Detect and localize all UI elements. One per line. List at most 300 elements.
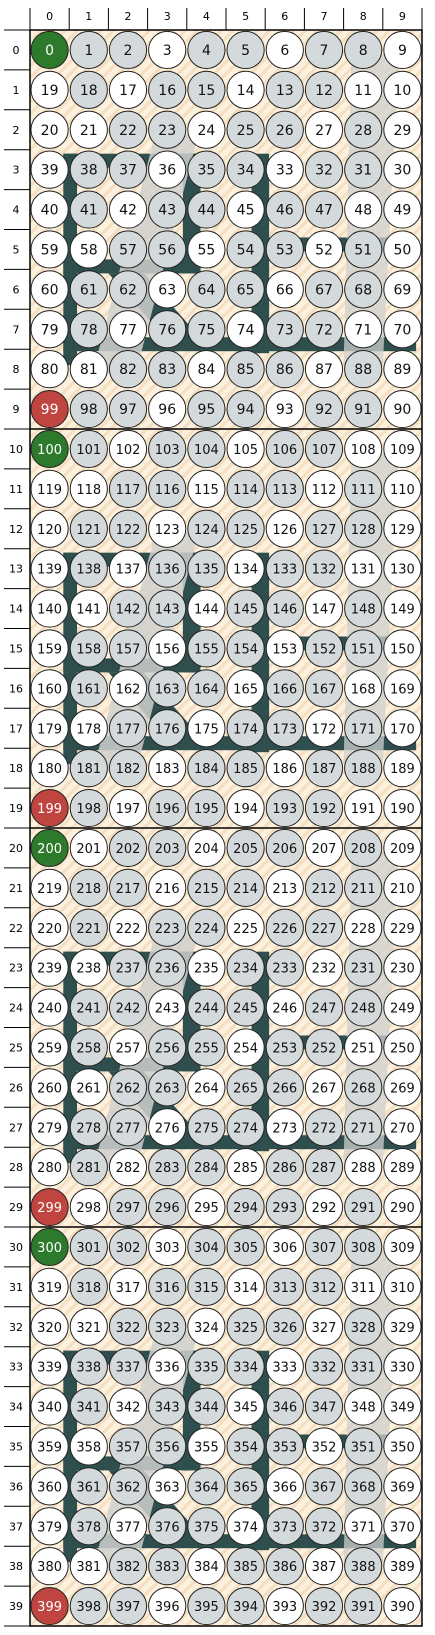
board-cell <box>345 470 382 507</box>
cell-number: 316 <box>154 1280 180 1296</box>
column-label: 0 <box>46 10 54 23</box>
cell-number: 364 <box>193 1480 219 1496</box>
board-cell <box>266 1149 303 1186</box>
board-cell <box>149 1508 186 1545</box>
board-cell <box>70 1029 107 1066</box>
cell-number: 338 <box>76 1360 102 1376</box>
row-label: 10 <box>9 442 23 456</box>
board-cell <box>31 1388 68 1425</box>
board-cell <box>227 590 264 627</box>
board-cell <box>149 351 186 388</box>
board-cell <box>384 1508 421 1545</box>
end-cell <box>31 1587 68 1624</box>
board-cell <box>345 670 382 707</box>
board-cell <box>305 750 342 787</box>
cell-number: 331 <box>350 1360 376 1376</box>
cell-number: 37 <box>119 162 137 179</box>
board-cell <box>70 390 107 427</box>
board-cell <box>345 869 382 906</box>
board-cell <box>384 1468 421 1505</box>
board-cell <box>109 1587 146 1624</box>
board-cell <box>227 1348 264 1385</box>
board-cell <box>188 31 225 68</box>
board-cell <box>31 1428 68 1465</box>
board-cell <box>109 1069 146 1106</box>
board-cell <box>70 710 107 747</box>
cell-number: 1 <box>84 42 94 59</box>
board-cell <box>70 829 107 866</box>
cell-number: 226 <box>272 921 298 937</box>
board-cell <box>70 670 107 707</box>
column-label: 1 <box>85 10 93 23</box>
board-cell <box>31 1268 68 1305</box>
cell-number: 6 <box>280 42 290 59</box>
board-cell <box>188 949 225 986</box>
board-cell <box>345 789 382 826</box>
board-cell <box>345 1587 382 1624</box>
board-cell <box>384 1149 421 1186</box>
board-cell <box>109 750 146 787</box>
cell-number: 61 <box>79 282 98 299</box>
cell-number: 255 <box>193 1041 219 1057</box>
board-cell <box>70 1468 107 1505</box>
board-cell <box>149 1149 186 1186</box>
board-cell <box>227 430 264 467</box>
cell-number: 11 <box>354 82 373 99</box>
board-cell <box>70 271 107 308</box>
board-cell <box>266 1548 303 1585</box>
cell-number: 323 <box>154 1320 180 1336</box>
board-cell <box>345 1428 382 1465</box>
board-cell <box>149 630 186 667</box>
cell-number: 362 <box>115 1480 141 1496</box>
cell-number: 186 <box>272 762 298 778</box>
cell-number: 374 <box>233 1520 259 1536</box>
cell-number: 163 <box>154 682 180 698</box>
board-cell <box>227 989 264 1026</box>
cell-number: 105 <box>233 442 259 458</box>
board-cell <box>305 191 342 228</box>
board-cell <box>384 111 421 148</box>
board-cell <box>227 949 264 986</box>
cell-number: 244 <box>193 1001 219 1017</box>
board-cell <box>109 1228 146 1265</box>
cell-number: 98 <box>79 402 98 419</box>
cell-number: 2 <box>123 42 133 59</box>
cell-number: 268 <box>350 1081 376 1097</box>
board-cell <box>31 510 68 547</box>
board-cell <box>227 111 264 148</box>
cell-number: 88 <box>354 362 373 379</box>
board-cell <box>305 1268 342 1305</box>
row-label: 28 <box>9 1161 23 1175</box>
cell-number: 109 <box>389 442 415 458</box>
cell-number: 293 <box>272 1201 298 1217</box>
cell-number: 241 <box>76 1001 102 1017</box>
board-cell <box>149 31 186 68</box>
cell-number: 336 <box>154 1360 180 1376</box>
cell-number: 53 <box>275 242 294 259</box>
cell-number: 185 <box>233 762 259 778</box>
row-label: 27 <box>9 1121 23 1135</box>
cell-number: 347 <box>311 1400 337 1416</box>
board-cell <box>384 31 421 68</box>
board-cell <box>305 71 342 108</box>
board-cell <box>188 351 225 388</box>
board-cell <box>305 430 342 467</box>
board-cell <box>149 829 186 866</box>
cell-number: 38 <box>79 162 98 179</box>
column-label: 6 <box>281 10 289 23</box>
cell-number: 142 <box>115 602 141 618</box>
cell-number: 76 <box>158 322 177 339</box>
board-cell <box>109 710 146 747</box>
board-cell <box>109 670 146 707</box>
board-cell <box>70 1228 107 1265</box>
cell-number: 296 <box>154 1201 180 1217</box>
board-cell <box>227 231 264 268</box>
start-cell <box>31 430 68 467</box>
board-cell <box>305 151 342 188</box>
row-label: 31 <box>9 1280 23 1294</box>
board-cell <box>305 470 342 507</box>
board-cell <box>305 1508 342 1545</box>
cell-number: 366 <box>272 1480 298 1496</box>
row-label: 5 <box>12 243 20 257</box>
board-cell <box>305 311 342 348</box>
cell-number: 90 <box>393 402 412 419</box>
cell-number: 215 <box>193 881 219 897</box>
cell-number: 377 <box>115 1520 141 1536</box>
board-cell <box>188 1428 225 1465</box>
cell-number: 197 <box>115 802 141 818</box>
board-cell <box>305 1188 342 1225</box>
cell-number: 56 <box>158 242 177 259</box>
board-cell <box>70 1149 107 1186</box>
board-cell <box>384 590 421 627</box>
cell-number: 225 <box>233 921 259 937</box>
board-cell <box>70 510 107 547</box>
row-label: 26 <box>9 1081 23 1095</box>
board-cell <box>384 750 421 787</box>
cell-number: 137 <box>115 562 141 578</box>
board-cell <box>345 630 382 667</box>
board-cell <box>188 909 225 946</box>
board-cell <box>384 710 421 747</box>
board-cell <box>384 1109 421 1146</box>
cell-number: 252 <box>311 1041 337 1057</box>
cell-number: 80 <box>40 362 59 379</box>
cell-number: 99 <box>40 402 59 419</box>
cell-number: 75 <box>197 322 216 339</box>
cell-number: 20 <box>40 122 59 139</box>
board-cell <box>109 470 146 507</box>
board-cell <box>149 550 186 587</box>
board-cell <box>31 151 68 188</box>
board-cell <box>31 71 68 108</box>
cell-number: 395 <box>193 1600 219 1616</box>
board-cell <box>109 390 146 427</box>
board-cell <box>227 869 264 906</box>
row-label: 17 <box>9 722 23 736</box>
row-label: 1 <box>12 83 20 97</box>
cell-number: 206 <box>272 841 298 857</box>
cell-number: 190 <box>389 802 415 818</box>
row-label: 24 <box>9 1001 23 1015</box>
cell-number: 211 <box>350 881 376 897</box>
row-label: 6 <box>12 283 20 297</box>
cell-number: 288 <box>350 1161 376 1177</box>
cell-number: 318 <box>76 1280 102 1296</box>
cell-number: 180 <box>37 762 63 778</box>
cell-number: 246 <box>272 1001 298 1017</box>
cell-number: 394 <box>233 1600 259 1616</box>
board-cell <box>70 1587 107 1624</box>
board-cell <box>109 630 146 667</box>
cell-number: 346 <box>272 1400 298 1416</box>
cell-number: 219 <box>37 881 63 897</box>
column-label: 3 <box>163 10 171 23</box>
board-cell <box>109 1388 146 1425</box>
board-cell <box>384 670 421 707</box>
board-cell <box>188 1188 225 1225</box>
cell-number: 207 <box>311 841 337 857</box>
cell-number: 13 <box>275 82 294 99</box>
board-cell <box>384 989 421 1026</box>
cell-number: 312 <box>311 1280 337 1296</box>
cell-number: 119 <box>37 482 63 498</box>
cell-number: 57 <box>119 242 137 259</box>
cell-number: 212 <box>311 881 337 897</box>
board-cell <box>266 750 303 787</box>
cell-number: 298 <box>76 1201 102 1217</box>
board-cell <box>31 590 68 627</box>
cell-number: 371 <box>350 1520 376 1536</box>
cell-number: 272 <box>311 1121 337 1137</box>
board-cell <box>31 550 68 587</box>
cell-number: 320 <box>37 1320 63 1336</box>
start-cell <box>31 829 68 866</box>
board-cell <box>305 1228 342 1265</box>
cell-number: 324 <box>193 1320 219 1336</box>
board-cell <box>227 1069 264 1106</box>
board-cell <box>384 351 421 388</box>
row-label: 4 <box>12 203 20 217</box>
cell-number: 107 <box>311 442 337 458</box>
board-cell <box>149 869 186 906</box>
cell-number: 216 <box>154 881 180 897</box>
board-cell <box>266 1428 303 1465</box>
board-cell <box>345 550 382 587</box>
cell-number: 162 <box>115 682 141 698</box>
cell-number: 361 <box>76 1480 102 1496</box>
board-cell <box>305 351 342 388</box>
cell-number: 351 <box>350 1440 376 1456</box>
board-cell <box>227 1308 264 1345</box>
board-cell <box>227 510 264 547</box>
board-cell <box>70 1188 107 1225</box>
board-cell <box>305 1029 342 1066</box>
board-cell <box>227 351 264 388</box>
board-cell <box>31 1348 68 1385</box>
board-cell <box>266 1268 303 1305</box>
cell-number: 195 <box>193 802 219 818</box>
board-cell <box>109 231 146 268</box>
cell-number: 131 <box>350 562 376 578</box>
cell-number: 91 <box>354 402 373 419</box>
column-label: 9 <box>398 10 406 23</box>
row-label: 35 <box>9 1440 23 1454</box>
cell-number: 192 <box>311 802 337 818</box>
cell-number: 89 <box>393 362 412 379</box>
board-cell <box>384 949 421 986</box>
board-cell <box>31 191 68 228</box>
board-cell <box>188 151 225 188</box>
board-cell <box>266 1508 303 1545</box>
cell-number: 308 <box>350 1240 376 1256</box>
cell-number: 92 <box>315 402 333 419</box>
board-cell <box>70 630 107 667</box>
board-cell <box>70 1428 107 1465</box>
cell-number: 315 <box>193 1280 219 1296</box>
board-cell <box>31 989 68 1026</box>
cell-number: 100 <box>37 442 63 458</box>
board-cell <box>109 191 146 228</box>
board-cell <box>70 590 107 627</box>
row-label: 39 <box>9 1600 23 1614</box>
board-cell <box>384 71 421 108</box>
board-cell <box>149 590 186 627</box>
cell-number: 138 <box>76 562 102 578</box>
board-cell <box>70 470 107 507</box>
cell-number: 170 <box>389 722 415 738</box>
board-cell <box>188 430 225 467</box>
board-cell <box>305 630 342 667</box>
cell-number: 345 <box>233 1400 259 1416</box>
cell-number: 77 <box>119 322 137 339</box>
board-cell <box>266 1308 303 1345</box>
board-cell <box>227 550 264 587</box>
board-cell <box>31 750 68 787</box>
board-cell <box>109 71 146 108</box>
board-cell <box>188 630 225 667</box>
board-cell <box>227 1268 264 1305</box>
cell-number: 339 <box>37 1360 63 1376</box>
cell-number: 208 <box>350 841 376 857</box>
board-cell <box>70 231 107 268</box>
cell-number: 359 <box>37 1440 63 1456</box>
board-cell <box>227 1388 264 1425</box>
cell-number: 256 <box>154 1041 180 1057</box>
board-cell <box>31 470 68 507</box>
board-cell <box>188 231 225 268</box>
board-cell <box>31 1548 68 1585</box>
row-label: 30 <box>9 1240 23 1254</box>
board-cell <box>109 271 146 308</box>
cell-number: 188 <box>350 762 376 778</box>
cell-number: 223 <box>154 921 180 937</box>
cell-number: 96 <box>158 402 177 419</box>
board-cell <box>384 909 421 946</box>
cell-number: 30 <box>393 162 412 179</box>
start-cell <box>31 31 68 68</box>
cell-number: 284 <box>193 1161 219 1177</box>
board-cell <box>31 311 68 348</box>
cell-number: 253 <box>272 1041 298 1057</box>
cell-number: 349 <box>389 1400 415 1416</box>
row-label: 2 <box>12 123 20 137</box>
cell-number: 262 <box>115 1081 141 1097</box>
board-cell <box>109 510 146 547</box>
board-cell <box>305 1348 342 1385</box>
board-cell <box>188 789 225 826</box>
cell-number: 342 <box>115 1400 141 1416</box>
board-cell <box>266 151 303 188</box>
cell-number: 333 <box>272 1360 298 1376</box>
row-label: 23 <box>9 961 23 975</box>
cell-number: 363 <box>154 1480 180 1496</box>
board-cell <box>188 829 225 866</box>
cell-number: 209 <box>389 841 415 857</box>
board-cell <box>109 789 146 826</box>
cell-number: 238 <box>76 961 102 977</box>
board-cell <box>227 1548 264 1585</box>
board-cell <box>384 390 421 427</box>
cell-number: 24 <box>197 122 216 139</box>
row-label: 0 <box>12 43 20 57</box>
board-cell <box>384 1228 421 1265</box>
cell-number: 310 <box>389 1280 415 1296</box>
board-cell <box>345 311 382 348</box>
cell-number: 123 <box>154 522 180 538</box>
cell-number: 101 <box>76 442 102 458</box>
cell-number: 124 <box>193 522 219 538</box>
cell-number: 240 <box>37 1001 63 1017</box>
board-cell <box>149 271 186 308</box>
board-cell <box>109 351 146 388</box>
board-cell <box>384 1268 421 1305</box>
cell-number: 391 <box>350 1600 376 1616</box>
cell-number: 397 <box>115 1600 141 1616</box>
board-cell <box>188 869 225 906</box>
cell-number: 321 <box>76 1320 102 1336</box>
cell-number: 337 <box>115 1360 141 1376</box>
cell-number: 169 <box>389 682 415 698</box>
cell-number: 132 <box>311 562 337 578</box>
board-cell <box>345 510 382 547</box>
column-label: 8 <box>359 10 367 23</box>
cell-number: 171 <box>350 722 376 738</box>
board-cell <box>384 1548 421 1585</box>
cell-number: 243 <box>154 1001 180 1017</box>
cell-number: 93 <box>275 402 294 419</box>
board-cell <box>305 1308 342 1345</box>
board-cell <box>70 1388 107 1425</box>
board-cell <box>70 1308 107 1345</box>
board-cell <box>149 231 186 268</box>
board-cell <box>188 390 225 427</box>
cell-number: 58 <box>79 242 98 259</box>
cell-number: 257 <box>115 1041 141 1057</box>
board-cell <box>109 869 146 906</box>
cell-number: 66 <box>275 282 294 299</box>
board-cell <box>188 670 225 707</box>
board-cell <box>384 1069 421 1106</box>
board-cell <box>188 1348 225 1385</box>
cell-number: 164 <box>193 682 219 698</box>
cell-number: 182 <box>115 762 141 778</box>
board-cell <box>188 1069 225 1106</box>
